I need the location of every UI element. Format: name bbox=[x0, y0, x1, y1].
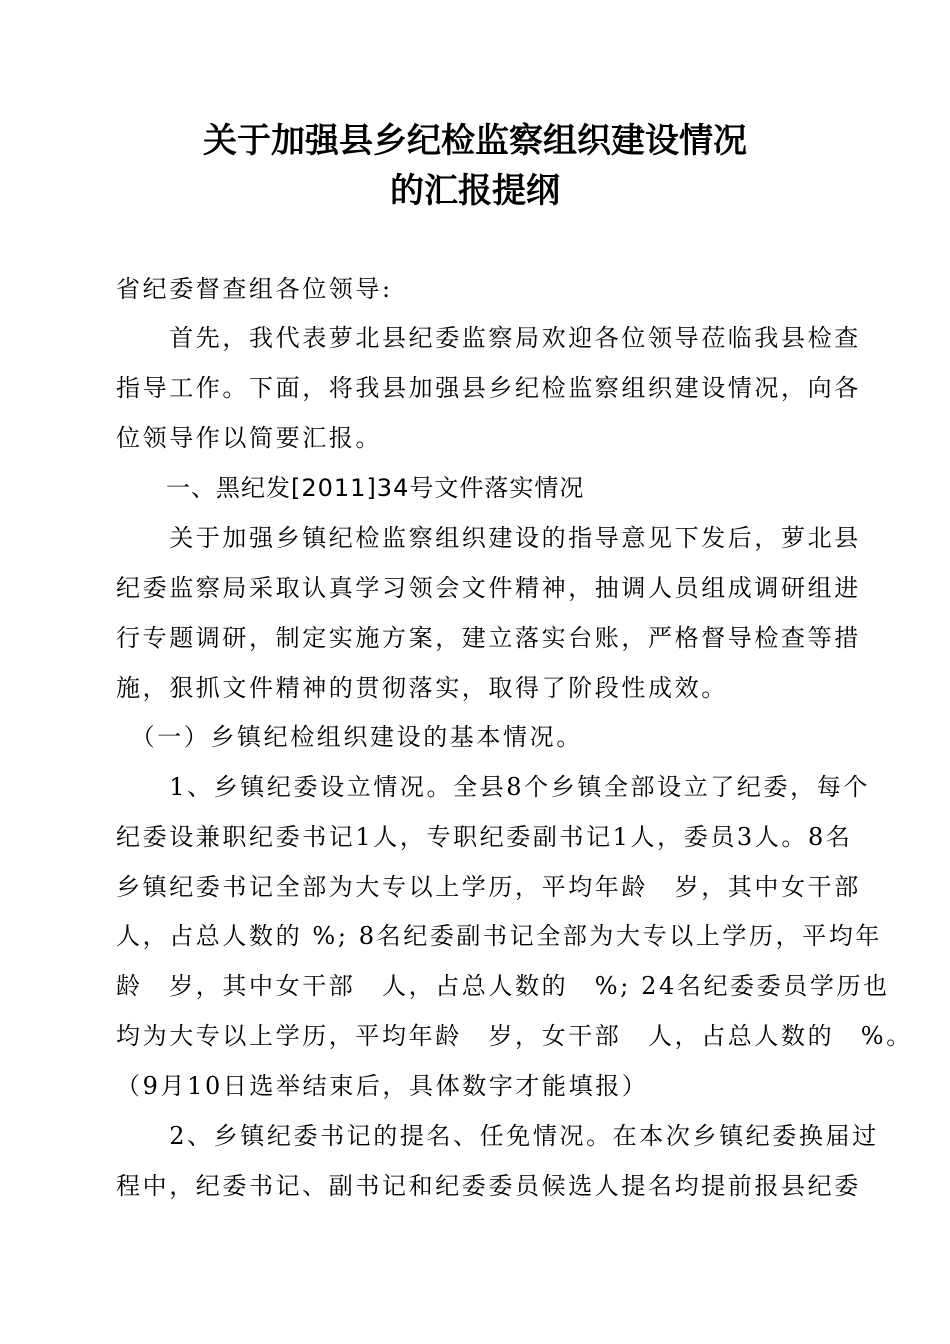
paragraph-line: 乡镇纪委书记全部为大专以上学历，平均年龄 岁，其中女干部 bbox=[116, 873, 861, 901]
salutation: 省纪委督查组各位领导: bbox=[116, 275, 393, 303]
paragraph-line: 施，狠抓文件精神的贯彻落实，取得了阶段性成效。 bbox=[116, 674, 728, 702]
paragraph-line: 纪委监察局采取认真学习领会文件精神，抽调人员组成调研组进 bbox=[116, 574, 861, 602]
paragraph-line: 纪委设兼职纪委书记1人，专职纪委副书记1人，委员3人。8名 bbox=[116, 823, 853, 851]
paragraph-line: 首先，我代表萝北县纪委监察局欢迎各位领导莅临我县检查 bbox=[116, 324, 861, 352]
paragraph-line: 2、乡镇纪委书记的提名、任免情况。在本次乡镇纪委换届过 bbox=[116, 1122, 879, 1150]
paragraph-line: 程中，纪委书记、副书记和纪委委员候选人提名均提前报县纪委 bbox=[116, 1172, 861, 1200]
document-title-line2: 的汇报提纲 bbox=[390, 171, 560, 211]
paragraph-line: 人，占总人数的 %; 8名纪委副书记全部为大专以上学历，平均年 bbox=[116, 922, 883, 950]
section-heading: 一、黑纪发[2011]34号文件落实情况 bbox=[116, 474, 585, 502]
document-title-line1: 关于加强县乡纪检监察组织建设情况 bbox=[203, 121, 747, 161]
paragraph-line: 1、乡镇纪委设立情况。全县8个乡镇全部设立了纪委，每个 bbox=[116, 773, 870, 801]
subsection-heading: （一）乡镇纪检组织建设的基本情况。 bbox=[116, 723, 583, 751]
paragraph-line: 指导工作。下面，将我县加强县乡纪检监察组织建设情况，向各 bbox=[116, 374, 861, 402]
paragraph-note: （9月10日选举结束后，具体数字才能填报） bbox=[116, 1072, 649, 1100]
paragraph-line: 均为大专以上学历，平均年龄 岁，女干部 人，占总人数的 %。 bbox=[116, 1022, 913, 1050]
paragraph-line: 关于加强乡镇纪检监察组织建设的指导意见下发后，萝北县 bbox=[116, 524, 861, 552]
paragraph-line: 位领导作以简要汇报。 bbox=[116, 424, 382, 452]
paragraph-line: 行专题调研，制定实施方案，建立落实台账，严格督导检查等措 bbox=[116, 624, 861, 652]
paragraph-line: 龄 岁，其中女干部 人，占总人数的 %; 24名纪委委员学历也 bbox=[116, 972, 890, 1000]
